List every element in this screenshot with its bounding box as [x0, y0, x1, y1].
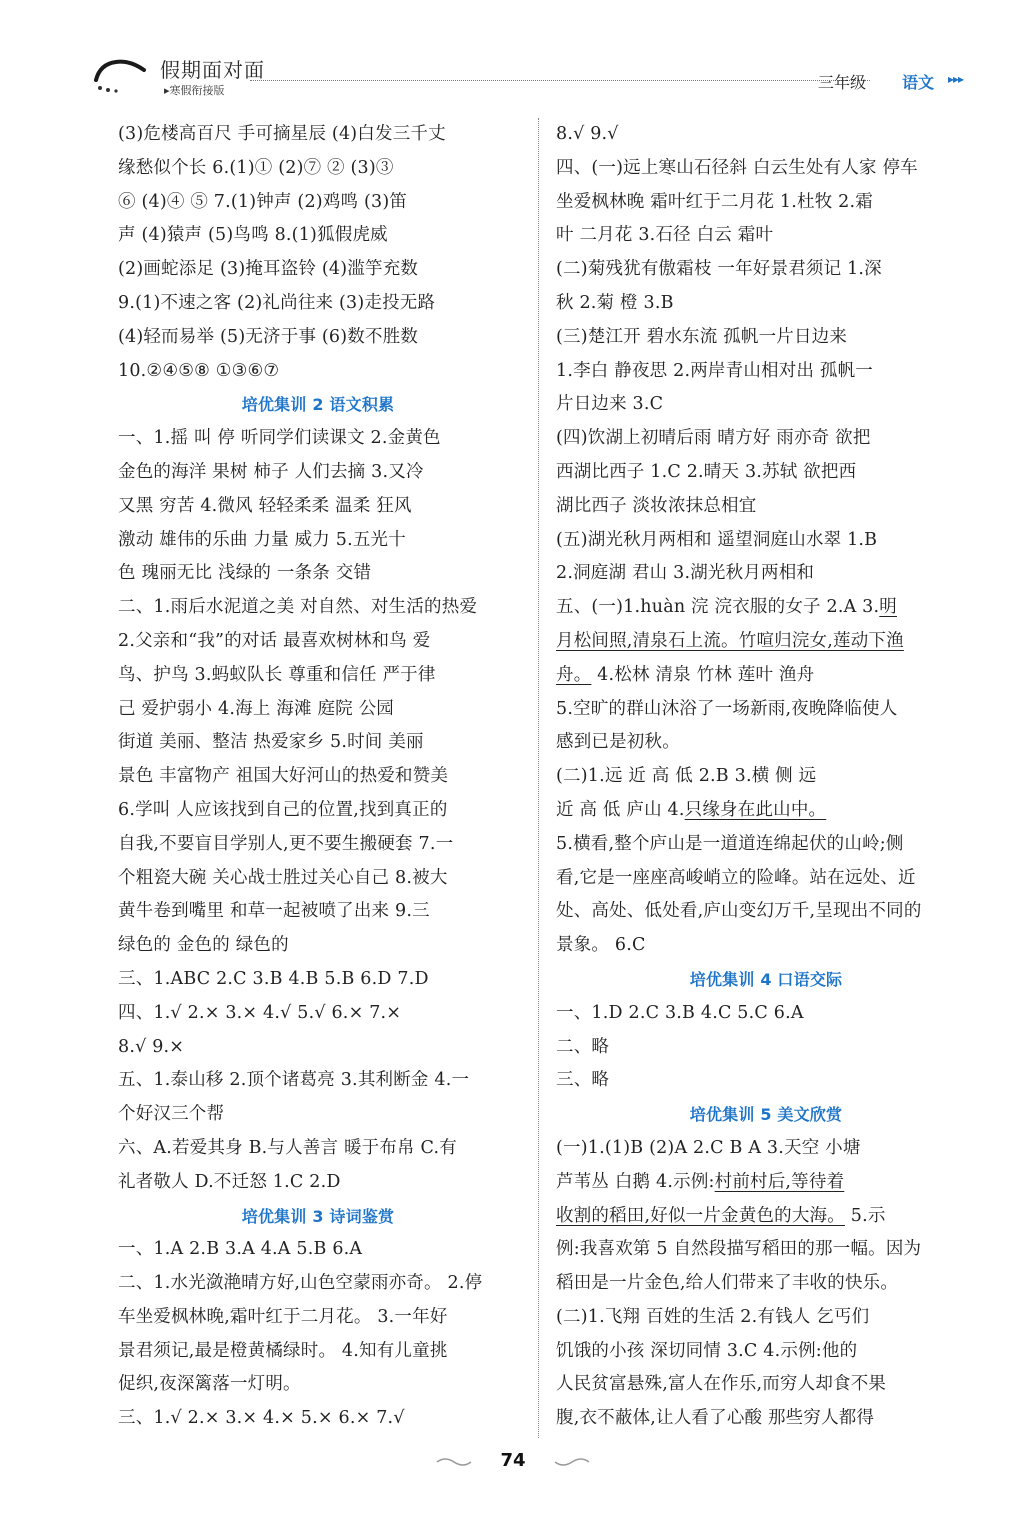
left-line [118, 1031, 518, 1065]
answer-text: 三、略 [556, 1070, 610, 1091]
subject-label: 语文 [902, 73, 935, 92]
answer-text: 湖比西子 淡妆浓抹总相宜 [556, 495, 757, 516]
left-line [118, 1368, 518, 1402]
right-line [556, 693, 976, 727]
underlined-answer: 村前村后,等待着 [714, 1171, 845, 1192]
right-line [556, 794, 976, 828]
right-line [556, 862, 976, 896]
answer-text: 五、1.泰山移 2.顶个诸葛亮 3.其利断金 4.一 [118, 1070, 470, 1091]
answer-text: 促织,夜深篱落一灯明。 [118, 1374, 301, 1395]
answer-text: 己 爱护弱小 4.海上 海滩 庭院 公园 [118, 698, 395, 719]
answer-text: 秋 2.菊 橙 3.B [556, 292, 674, 313]
answer-text: 四、(一)远上寒山石径斜 白云生处有人家 停车 [556, 157, 918, 178]
answer-text: 近 高 低 庐山 4. [556, 799, 685, 820]
right-line [556, 524, 976, 558]
answer-text: 四、1.√ 2.× 3.× 4.√ 5.√ 6.× 7.× [118, 1002, 402, 1023]
answer-text: 培优集训 4 口语交际 [689, 969, 843, 989]
left-line [118, 321, 518, 355]
answer-text: 1.李白 静夜思 2.两岸青山相对出 孤帆一 [556, 360, 873, 381]
answer-text: 声 (4)猿声 (5)鸟鸣 8.(1)狐假虎威 [118, 225, 388, 246]
answer-text: (4)轻而易举 (5)无济于事 (6)数不胜数 [118, 326, 419, 347]
underlined-answer: 明 [879, 597, 897, 618]
right-line [556, 490, 976, 524]
left-line [118, 1166, 518, 1200]
left-line [118, 659, 518, 693]
underlined-answer: 舟。 [556, 664, 592, 685]
left-line [118, 152, 518, 186]
section-heading [556, 963, 976, 997]
answer-text: 黄牛卷到嘴里 和草一起被喷了出来 9.三 [118, 901, 430, 922]
right-line [556, 1064, 976, 1098]
left-line [118, 355, 518, 389]
right-line [556, 1335, 976, 1369]
answer-text: (一)1.(1)B (2)A 2.C B A 3.天空 小塘 [556, 1137, 861, 1158]
right-line [556, 1402, 976, 1436]
answer-text: 一、1.D 2.C 3.B 4.C 5.C 6.A [556, 1002, 804, 1023]
brand-subtitle: ▸寒假衔接版 [164, 84, 225, 97]
answer-text: 例:我喜欢第 5 自然段描写稻田的那一幅。因为 [556, 1239, 922, 1260]
right-line [556, 760, 976, 794]
answer-text: 自我,不要盲目学别人,更不要生搬硬套 7.一 [118, 833, 454, 854]
right-line [556, 591, 976, 625]
underlined-answer: 月松间照,清泉石上流。竹喧归浣女,莲动下渔 [556, 630, 904, 651]
left-line [118, 219, 518, 253]
answer-text: 8.√ 9.√ [556, 124, 619, 144]
answer-text: 一、1.摇 叫 停 听同学们读课文 2.金黄色 [118, 428, 441, 449]
answer-text: (二)1.飞翔 百姓的生活 2.有钱人 乞丐们 [556, 1306, 870, 1327]
right-line [556, 388, 976, 422]
left-line [118, 963, 518, 997]
answer-text: (四)饮湖上初晴后雨 晴方好 雨亦奇 欲把 [556, 428, 871, 449]
answer-column-left [118, 118, 518, 1436]
answer-text: 5.示 [844, 1205, 886, 1226]
answer-text: 人民贫富悬殊,富人在作乐,而穷人却食不果 [556, 1374, 887, 1395]
underlined-answer: 收割的稻田,好似一片金黄色的大海。 [556, 1205, 845, 1226]
answer-text: 绿色的 金色的 绿色的 [118, 935, 289, 956]
left-line [118, 422, 518, 456]
section-heading [118, 1200, 518, 1234]
right-line [556, 253, 976, 287]
ornament-left-icon [435, 1455, 473, 1469]
answer-column-right [556, 118, 976, 1436]
cloud-logo-icon [90, 50, 150, 95]
right-line [556, 219, 976, 253]
answer-text: 9.(1)不速之客 (2)礼尚往来 (3)走投无路 [118, 292, 436, 313]
left-line [118, 1098, 518, 1132]
right-line [556, 828, 976, 862]
ornament-right-icon [553, 1455, 591, 1469]
right-line [556, 1267, 976, 1301]
left-line [118, 456, 518, 490]
left-line [118, 794, 518, 828]
answer-text: 腹,衣不蔽体,让人看了心酸 那些穷人都得 [556, 1408, 875, 1429]
right-line [556, 152, 976, 186]
left-line [118, 118, 518, 152]
right-line [556, 422, 976, 456]
right-line [556, 1200, 976, 1234]
answer-text: 个粗瓷大碗 关心战士胜过关心自己 8.被大 [118, 867, 448, 888]
right-line [556, 1301, 976, 1335]
right-line [556, 321, 976, 355]
answer-text: 鸟、护鸟 3.蚂蚁队长 尊重和信任 严于律 [118, 664, 436, 685]
answer-text: 景君须记,最是橙黄橘绿时。 4.知有儿童挑 [118, 1340, 448, 1361]
left-line [118, 524, 518, 558]
answer-text: 稻田是一片金色,给人们带来了丰收的快乐。 [556, 1273, 899, 1294]
brand-title: 假期面对面 [160, 58, 265, 82]
left-line [118, 862, 518, 896]
right-line [556, 557, 976, 591]
answer-text: 处、高处、低处看,庐山变幻万千,呈现出不同的 [556, 901, 922, 922]
right-line [556, 118, 976, 152]
answer-text: 10.②④⑤⑧ ①③⑥⑦ [118, 360, 280, 381]
section-heading [118, 388, 518, 422]
answer-text: 6.学叫 人应该找到自己的位置,找到真正的 [118, 799, 448, 820]
answer-text: ⑥ (4)④ ⑤ 7.(1)钟声 (2)鸡鸣 (3)笛 [118, 191, 408, 212]
right-line [556, 929, 976, 963]
answer-text: 2.洞庭湖 君山 3.湖光秋月两相和 [556, 563, 815, 584]
underlined-answer: 只缘身在此山中。 [684, 799, 827, 820]
left-line [118, 895, 518, 929]
left-line [118, 1402, 518, 1436]
right-line [556, 1166, 976, 1200]
left-line [118, 557, 518, 591]
answer-text: 芦苇丛 白鹅 4.示例: [556, 1171, 715, 1192]
answer-text: (五)湖光秋月两相和 遥望洞庭山水翠 1.B [556, 529, 878, 550]
right-line [556, 895, 976, 929]
answer-text: 五、(一)1.huàn 浣 浣衣服的女子 2.A 3. [556, 597, 880, 618]
left-line [118, 287, 518, 321]
answer-text: (3)危楼高百尺 手可摘星辰 (4)白发三千丈 [118, 124, 446, 144]
answer-text: 三、1.ABC 2.C 3.B 4.B 5.B 6.D 7.D [118, 968, 429, 989]
left-line [118, 1064, 518, 1098]
answer-text: 景象。 6.C [556, 935, 646, 956]
left-line [118, 760, 518, 794]
right-line [556, 186, 976, 220]
right-line [556, 659, 976, 693]
left-line [118, 625, 518, 659]
answer-text: 二、1.水光潋滟晴方好,山色空蒙雨亦奇。 2.停 [118, 1273, 483, 1294]
answer-text: 激动 雄伟的乐曲 力量 威力 5.五光十 [118, 529, 406, 550]
right-line [556, 997, 976, 1031]
answer-text: 2.父亲和“我”的对话 最喜欢树林和鸟 爱 [118, 630, 431, 651]
column-divider [538, 118, 539, 1438]
answer-text: 培优集训 3 诗词鉴赏 [241, 1206, 395, 1226]
answer-text: 车坐爱枫林晚,霜叶红于二月花。 3.一年好 [118, 1306, 448, 1327]
answer-text: 叶 二月花 3.石径 白云 霜叶 [556, 225, 774, 246]
answer-text: 坐爱枫林晚 霜叶红于二月花 1.杜牧 2.霜 [556, 191, 873, 212]
answer-text: 看,它是一座座高峻峭立的险峰。站在远处、近 [556, 867, 916, 888]
answer-text: 培优集训 5 美文欣赏 [689, 1105, 843, 1125]
left-line [118, 1301, 518, 1335]
left-line [118, 490, 518, 524]
section-heading [556, 1098, 976, 1132]
page-number: 74 [500, 1450, 526, 1471]
answer-text: 个好汉三个帮 [118, 1104, 225, 1125]
answer-text: 培优集训 2 语文积累 [241, 395, 395, 415]
answer-text: (二)菊残犹有傲霜枝 一年好景君须记 1.深 [556, 259, 882, 280]
left-line [118, 828, 518, 862]
answer-text: 4.松林 清泉 竹林 莲叶 渔舟 [591, 664, 815, 685]
left-line [118, 1335, 518, 1369]
answer-text: 金色的海洋 果树 柿子 人们去摘 3.又冷 [118, 461, 424, 482]
answer-text: 色 瑰丽无比 浅绿的 一条条 交错 [118, 563, 372, 584]
grade-label: 三年级 [818, 73, 867, 92]
right-line [556, 1233, 976, 1267]
answer-text: 街道 美丽、整洁 热爱家乡 5.时间 美丽 [118, 732, 424, 753]
answer-text: 又黑 穷苦 4.微风 轻轻柔柔 温柔 狂风 [118, 495, 412, 516]
answer-text: 景色 丰富物产 祖国大好河山的热爱和赞美 [118, 766, 449, 787]
answer-text: 8.√ 9.× [118, 1036, 185, 1057]
right-line [556, 1031, 976, 1065]
left-line [118, 253, 518, 287]
answer-text: 缘愁似个长 6.(1)① (2)⑦ ② (3)③ [118, 157, 394, 178]
answer-text: (二)1.远 近 高 低 2.B 3.横 侧 远 [556, 766, 817, 787]
right-line [556, 287, 976, 321]
answer-text: (三)楚江开 碧水东流 孤帆一片日边来 [556, 326, 848, 347]
answer-text: 二、1.雨后水泥道之美 对自然、对生活的热爱 [118, 597, 478, 618]
right-line [556, 355, 976, 389]
answer-text: 5.空旷的群山沐浴了一场新雨,夜晚降临使人 [556, 698, 898, 719]
right-line [556, 726, 976, 760]
left-line [118, 1132, 518, 1166]
answer-text: 片日边来 3.C [556, 394, 664, 415]
left-line [118, 1233, 518, 1267]
answer-text: 饥饿的小孩 深切同情 3.C 4.示例:他的 [556, 1340, 858, 1361]
answer-text: 三、1.√ 2.× 3.× 4.× 5.× 6.× 7.√ [118, 1408, 405, 1429]
answer-text: 西湖比西子 1.C 2.晴天 3.苏轼 欲把西 [556, 461, 857, 482]
answer-text: 六、A.若爱其身 B.与人善言 暖于布帛 C.有 [118, 1137, 457, 1158]
answer-text: 感到已是初秋。 [556, 732, 680, 753]
right-line [556, 456, 976, 490]
left-line [118, 726, 518, 760]
page-footer [0, 1450, 1026, 1471]
answer-text: (2)画蛇添足 (3)掩耳盗铃 (4)滥竽充数 [118, 259, 419, 280]
answer-text: 5.横看,整个庐山是一道道连绵起伏的山岭;侧 [556, 833, 904, 854]
right-line [556, 1132, 976, 1166]
answer-text: 一、1.A 2.B 3.A 4.A 5.B 6.A [118, 1239, 363, 1260]
answer-text: 二、略 [556, 1036, 610, 1057]
left-line [118, 591, 518, 625]
right-line [556, 625, 976, 659]
left-line [118, 929, 518, 963]
answer-text: 礼者敬人 D.不迁怒 1.C 2.D [118, 1171, 341, 1192]
left-line [118, 1267, 518, 1301]
header-dotted-rule [250, 80, 870, 81]
left-line [118, 693, 518, 727]
right-line [556, 1368, 976, 1402]
left-line [118, 186, 518, 220]
page-header [90, 50, 980, 100]
left-line [118, 997, 518, 1031]
brand-subtitle-text: 寒假衔接版 [169, 84, 225, 97]
triple-arrow-icon: ▸▸▸ [948, 72, 964, 86]
